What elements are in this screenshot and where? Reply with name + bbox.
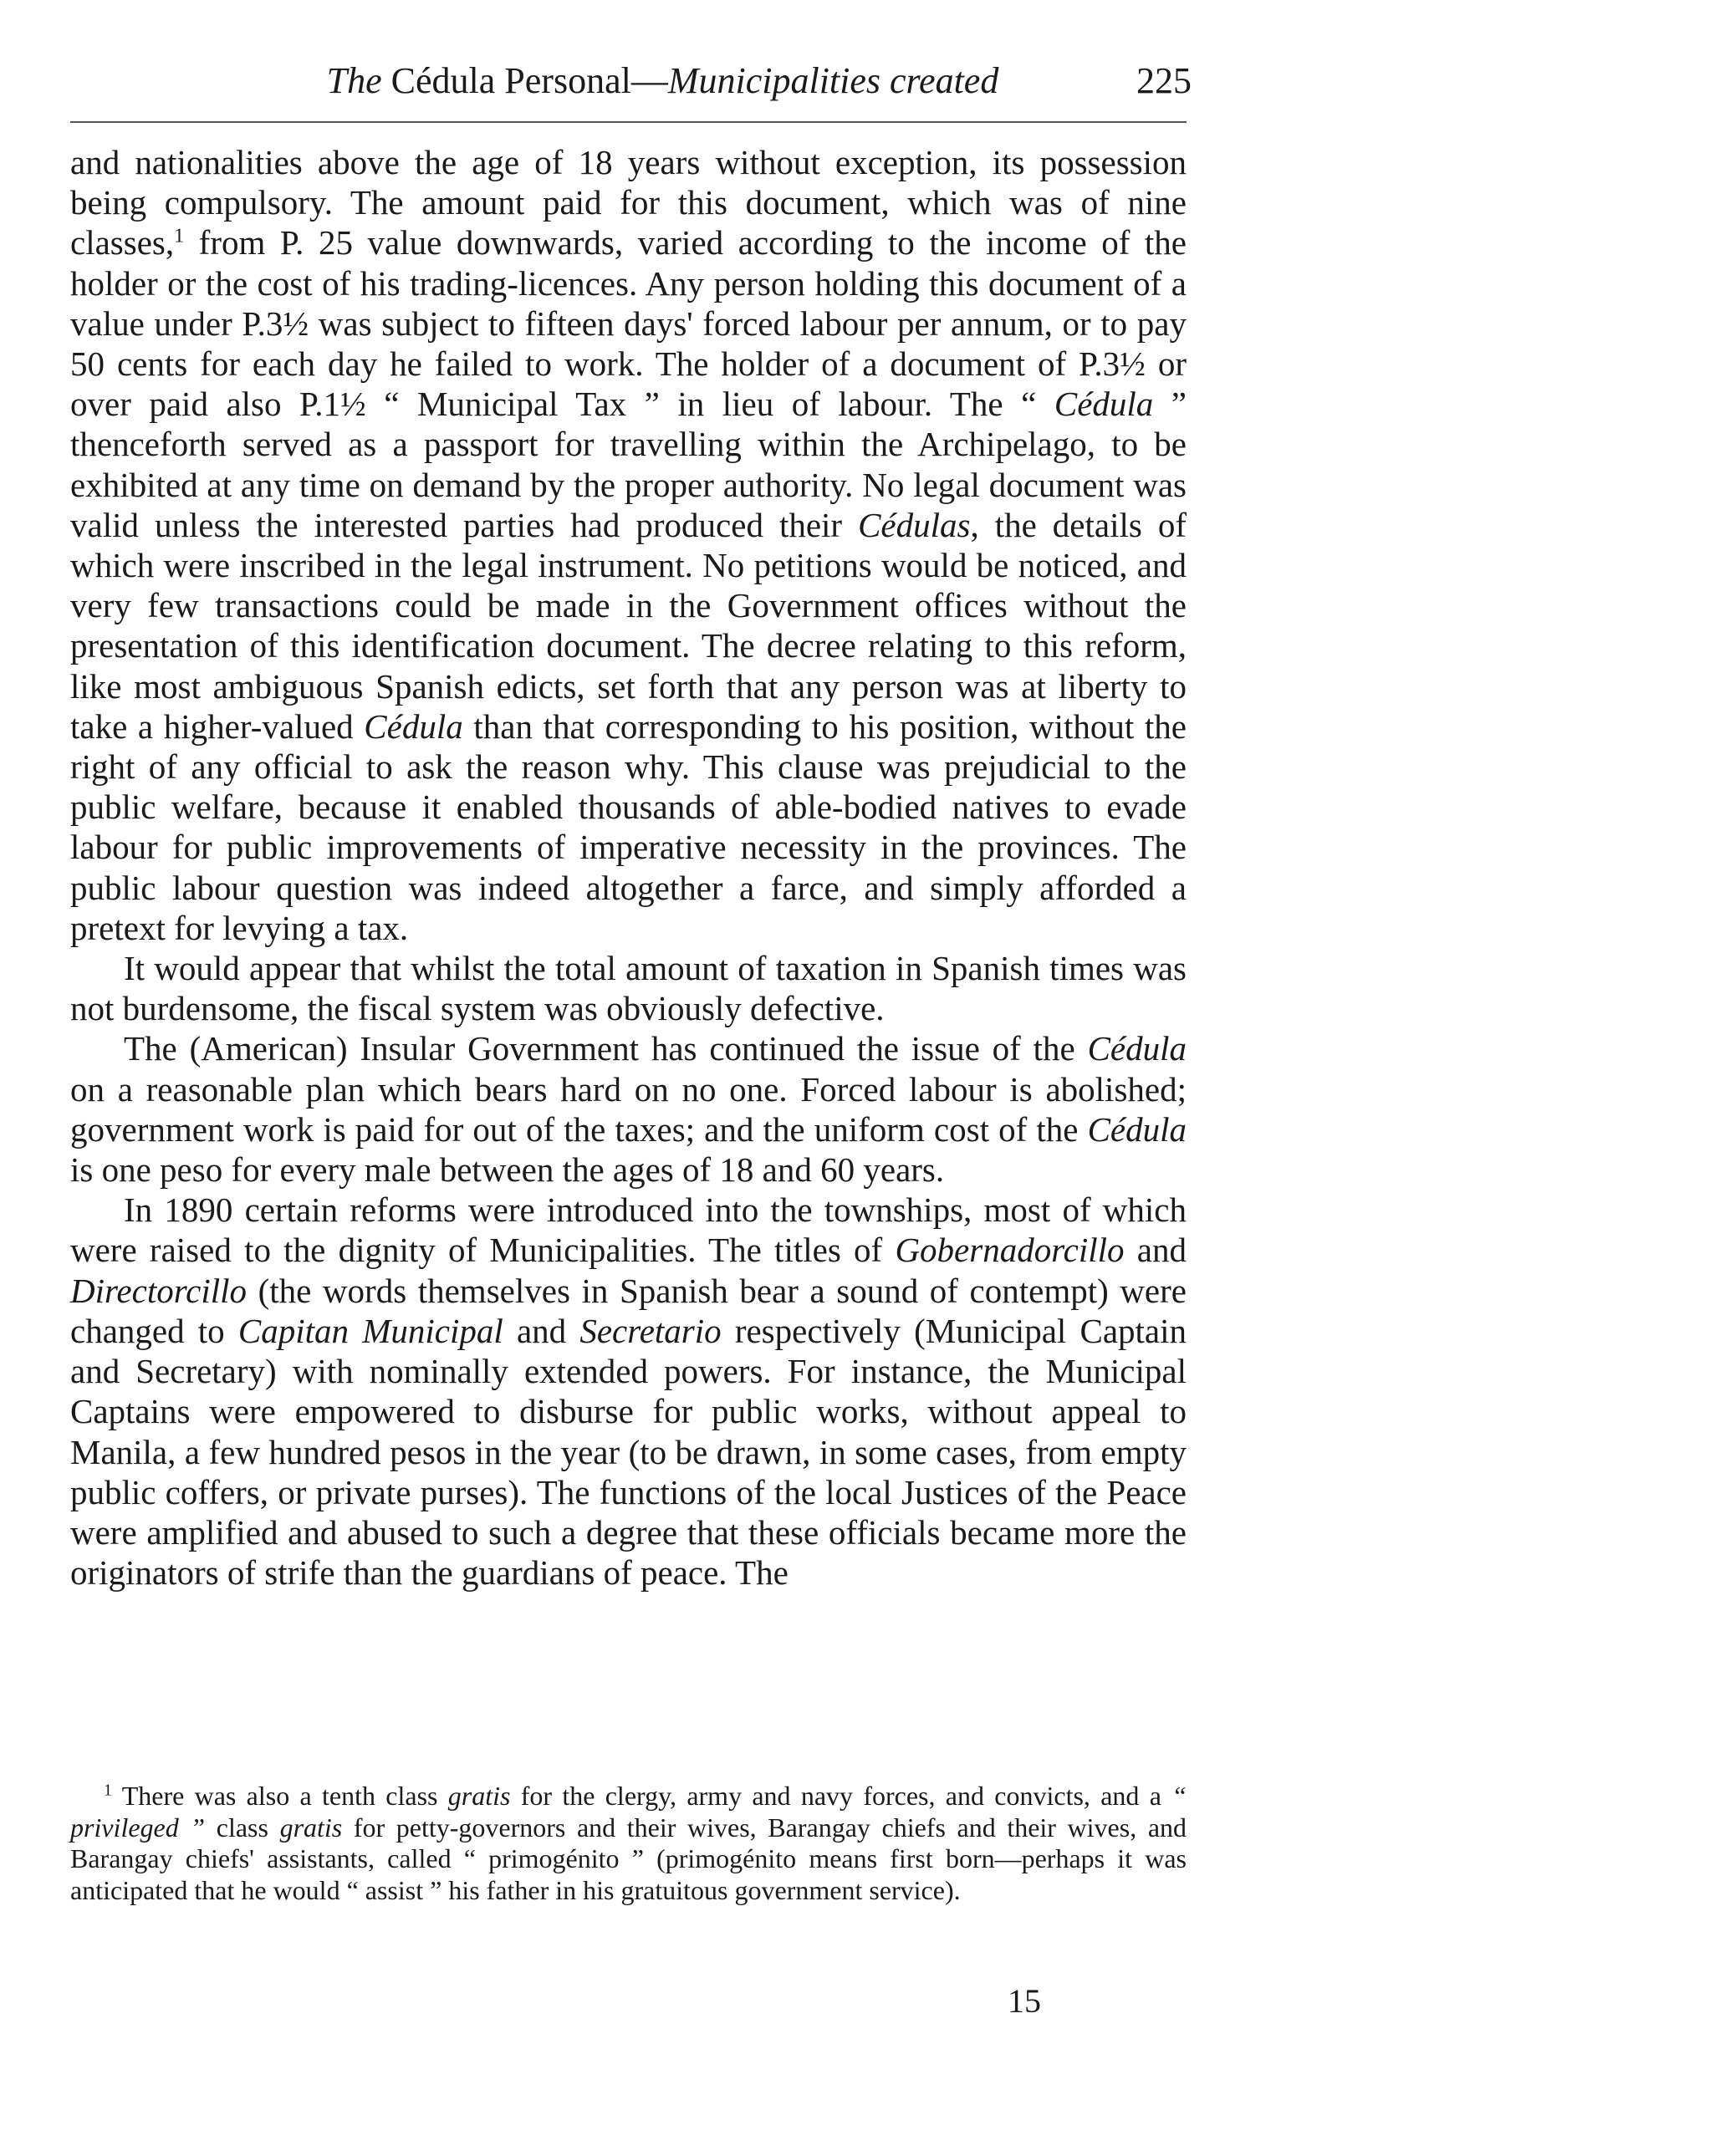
paragraph-2: It would appear that whilst the total amount of taxation in Spanish times was not burdensome, the fiscal system was obviously defective. [70, 949, 1187, 1028]
running-header [134, 52, 1192, 110]
signature-mark: 15 [1008, 1982, 1041, 2020]
footnote-ref: 1 [174, 225, 185, 247]
paragraph-1: and nationalities above the age of 18 years without exception, its possession being compulsory. The amount paid for this document, which was of nine classes,$^1$ from P. 25 value downwards, varied according to the income of the holder or the cost of his trading-licences. Any person holding this document of a value under P.3½ was subject to fifteen days' forced labour per annum, or to pay 50 cents for each day he failed to work. The holder of a document of P.3½ or over paid also P.1½ “ Municipal Tax ” in lieu of labour. The “ Cédula ” thenceforth served as a passport for travelling within the Archipelago, to be exhibited at any time on demand by the proper authority. No legal document was valid unless the interested parties had produced their Cédulas, the details of which were inscribed in the legal instrument. No petitions would be noticed, and very few transactions could be made in the Government offices without the presentation of this identification document. The decree relating to this reform, like most ambiguous Spanish edicts, set forth that any person was at liberty to take a higher-valued Cédula than that corresponding to his position, without the right of any official to ask the reason why. This clause was prejudicial to the public welfare, because it enabled thousands of able-bodied natives to evade labour for public improvements of imperative necessity in the provinces. The public labour question was indeed altogether a farce, and simply afforded a pretext for levying a tax. [70, 143, 1187, 947]
footnotes [70, 1781, 1187, 1906]
footnote-1: $^1$ There was also a tenth class gratis for the clergy, army and navy forces, and convicts, and a “ privileged ” class gratis for petty-governors and their wives, Barangay chiefs and their wives, and Barangay chiefs' assistants, called “ primogénito ” (primogénito means first born—perhaps it was anticipated that he would “ assist ” his father in his gratuitous government service). [70, 1781, 1187, 1905]
running-head-title: The Cédula Personal—Municipalities created [326, 60, 999, 101]
paragraph-3: The (American) Insular Government has continued the issue of the Cédula on a reasonable plan which bears hard on no one. Forced labour is abolished; government work is paid for out of the taxes; and the uniform cost of the Cédula is one peso for every male between the ages of 18 and 60 years. [70, 1029, 1187, 1190]
page-number: 225 [1136, 60, 1192, 101]
paragraph-4: In 1890 certain reforms were introduced into the townships, most of which were raised to the dignity of Municipalities. The titles of Gobernadorcillo and Directorcillo (the words themselves in Spanish bear a sound of contempt) were changed to Capitan Municipal and Secretario respectively (Municipal Captain and Secretary) with nominally extended powers. For instance, the Municipal Captains were empowered to disburse for public works, without appeal to Manila, a few hundred pesos in the year (to be drawn, in some cases, from empty public coffers, or private purses). The functions of the local Justices of the Peace were amplified and abused to such a degree that these officials became more the originators of strife than the guardians of peace. The [70, 1190, 1187, 1593]
header-rule [70, 121, 1187, 123]
footnote-marker: 1 [104, 1781, 112, 1800]
main-text [70, 142, 1187, 1593]
